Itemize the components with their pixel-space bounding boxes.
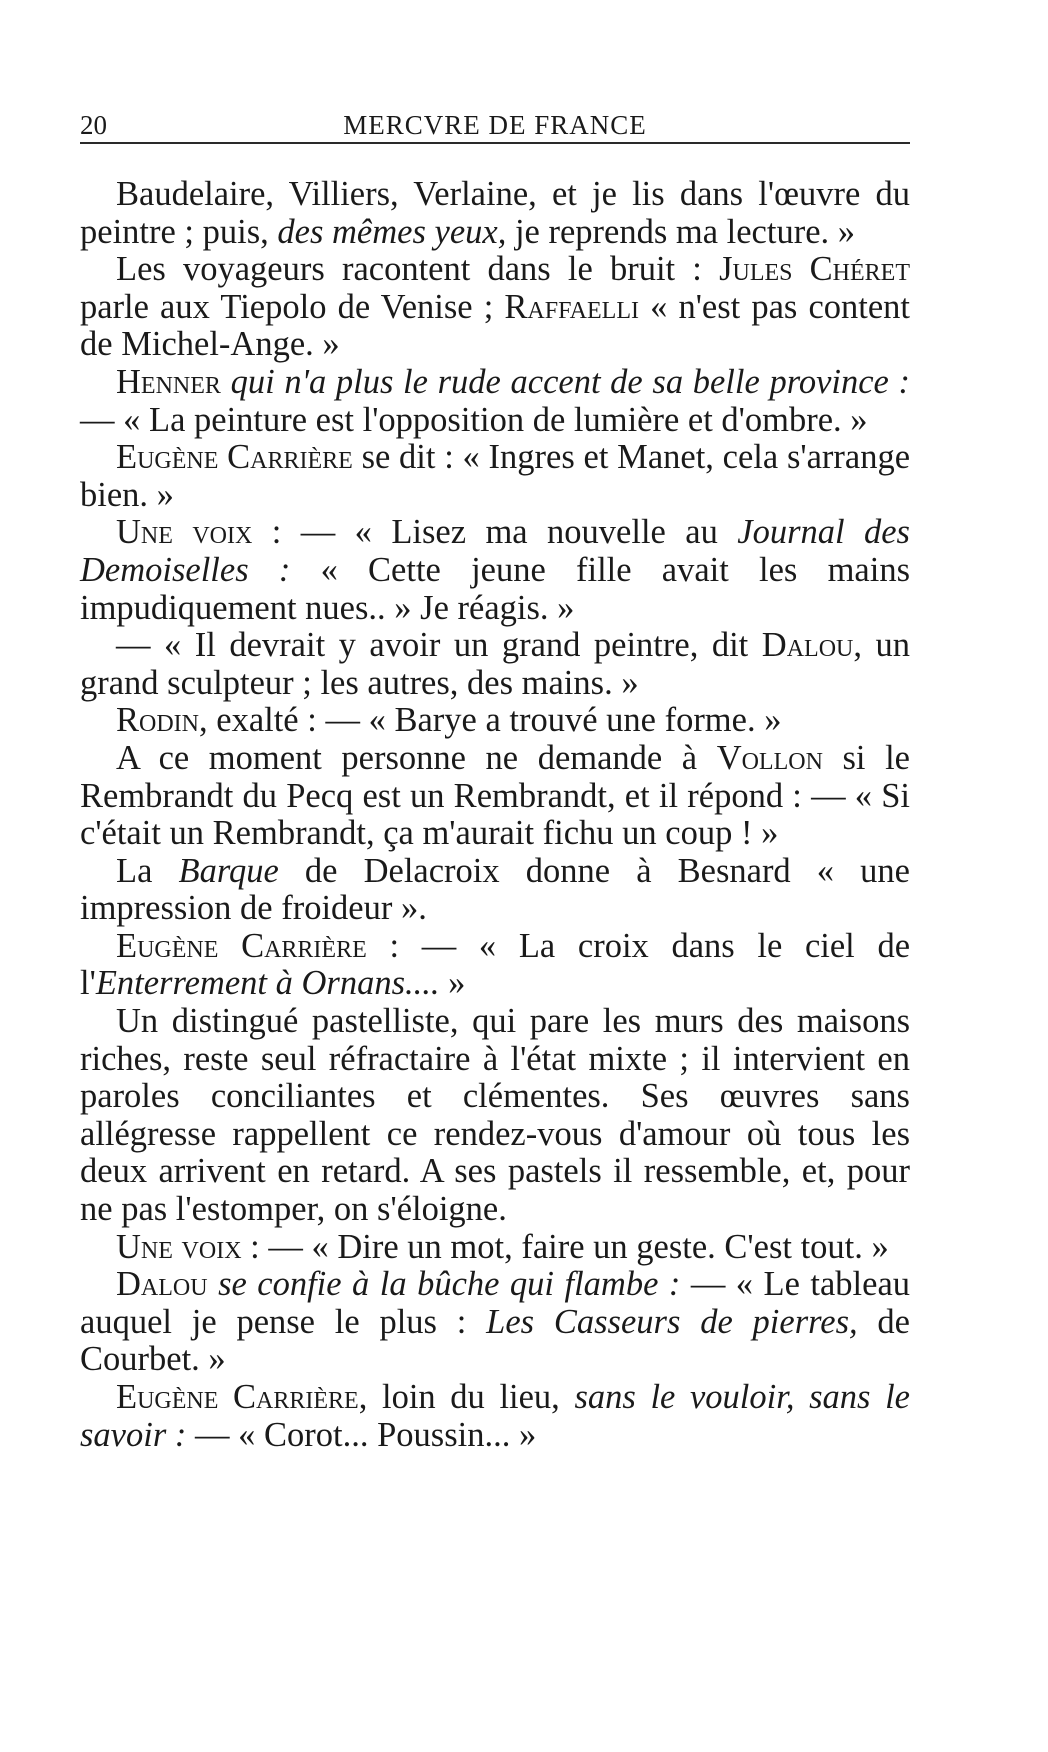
- text-run: , loin du lieu,: [358, 1378, 575, 1416]
- italic-text: Les Casseurs de pierres,: [486, 1302, 858, 1341]
- text-run: : — « Lisez ma nouvelle au: [252, 513, 738, 552]
- text-run: [221, 363, 231, 401]
- paragraph: [80, 1229, 910, 1267]
- text-run: , exalté : — « Barye a trouvé une forme. »: [199, 701, 782, 740]
- small-caps-name: Eugène Carrière: [116, 438, 353, 477]
- page-header: [80, 102, 910, 144]
- paragraph: [80, 439, 910, 514]
- small-caps-name: Rodin: [116, 701, 199, 740]
- italic-text: se confie à la bûche qui flambe :: [218, 1265, 681, 1304]
- text-run: de Courbet. »: [80, 1302, 910, 1379]
- small-caps-name: Une voix: [116, 513, 253, 552]
- running-title: MERCVRE DE FRANCE: [343, 110, 647, 140]
- text-run: La: [116, 851, 179, 890]
- paragraph: [80, 853, 910, 928]
- paragraph: [80, 928, 910, 1003]
- text-run: « Cette jeune fille avait les mains impudiquement nues.. » Je réagis. »: [80, 550, 910, 627]
- small-caps-name: Eugène Carrière: [116, 1378, 359, 1416]
- italic-text: Enterrement à Ornans....: [95, 964, 440, 1003]
- text-run: [208, 1265, 218, 1303]
- paragraph: [80, 1379, 910, 1454]
- text-run: — « Corot... Poussin... »: [186, 1415, 537, 1454]
- paragraph: [80, 176, 910, 251]
- text-run: — « Le tableau auquel je pense le plus :: [80, 1265, 911, 1341]
- paragraph: [80, 251, 910, 364]
- text-run: — « La peinture est l'opposition de lumière et d'ombre. »: [80, 400, 868, 439]
- small-caps-name: Jules Chéret: [719, 250, 910, 289]
- text-run: : — « La croix dans le ciel de l': [80, 926, 911, 1003]
- text-run: je reprends ma lecture. »: [506, 212, 856, 251]
- paragraph: [80, 1266, 910, 1379]
- page-number: 20: [80, 110, 107, 140]
- paragraph: [80, 702, 910, 740]
- text-run: Un distingué pastelliste, qui pare les murs des maisons riches, reste seul réfractaire à l'état mixte ; il intervient en paroles conciliantes et clémentes. Ses œuvres sans allégresse rappellent ce rendez-vous d'amour où tous les deux arrivent en retard. A ses pastels il ressemble, et, pour ne pas l'estomper, on s'éloigne.: [80, 1002, 910, 1229]
- italic-text: Barque: [178, 851, 279, 890]
- italic-text: des mêmes yeux,: [277, 212, 507, 251]
- text-run: parle aux Tiepolo de Venise ;: [80, 287, 505, 326]
- italic-text: qui n'a plus le rude accent de sa belle province :: [230, 362, 911, 401]
- small-caps-name: Vollon: [716, 738, 823, 777]
- paragraph: [80, 364, 910, 439]
- italic-text: sans le vouloir, sans le savoir :: [80, 1378, 910, 1454]
- small-caps-name: Dalou: [761, 626, 854, 665]
- paragraph: [80, 1003, 910, 1229]
- text-run: si le Rembrandt du Pecq est un Rembrandt, et il répond : — « Si c'était un Rembrandt, ça m'aurait fichu un coup ! »: [80, 738, 910, 853]
- text-run: se dit : « Ingres et Manet, cela s'arrange bien. »: [80, 438, 911, 514]
- small-caps-name: Dalou: [116, 1265, 208, 1304]
- text-run: : — « Dire un mot, faire un geste. C'est tout. »: [241, 1227, 889, 1266]
- small-caps-name: Une voix: [116, 1227, 242, 1266]
- small-caps-name: Eugène Carrière: [116, 926, 367, 965]
- paragraph: [80, 627, 910, 702]
- text-run: — « Il devrait y avoir un grand peintre, dit: [116, 626, 762, 665]
- small-caps-name: Raffaelli: [504, 287, 639, 326]
- text-run: , un grand sculpteur ; les autres, des mains. »: [80, 626, 910, 702]
- text-run: Les voyageurs racontent dans le bruit :: [116, 250, 720, 289]
- italic-text: Journal des Demoiselles :: [80, 513, 910, 589]
- text-run: Baudelaire, Villiers, Verlaine, et je lis dans l'œuvre du peintre ; puis,: [80, 175, 910, 251]
- text-run: »: [439, 964, 466, 1003]
- text-run: « n'est pas content de Michel-Ange. »: [80, 287, 910, 364]
- text-run: de Delacroix donne à Besnard « une impression de froideur ».: [80, 851, 910, 928]
- body-text: [80, 176, 910, 1454]
- small-caps-name: Henner: [116, 362, 221, 401]
- paragraph: [80, 514, 910, 627]
- paragraph: [80, 740, 910, 853]
- text-run: A ce moment personne ne demande à: [116, 738, 717, 777]
